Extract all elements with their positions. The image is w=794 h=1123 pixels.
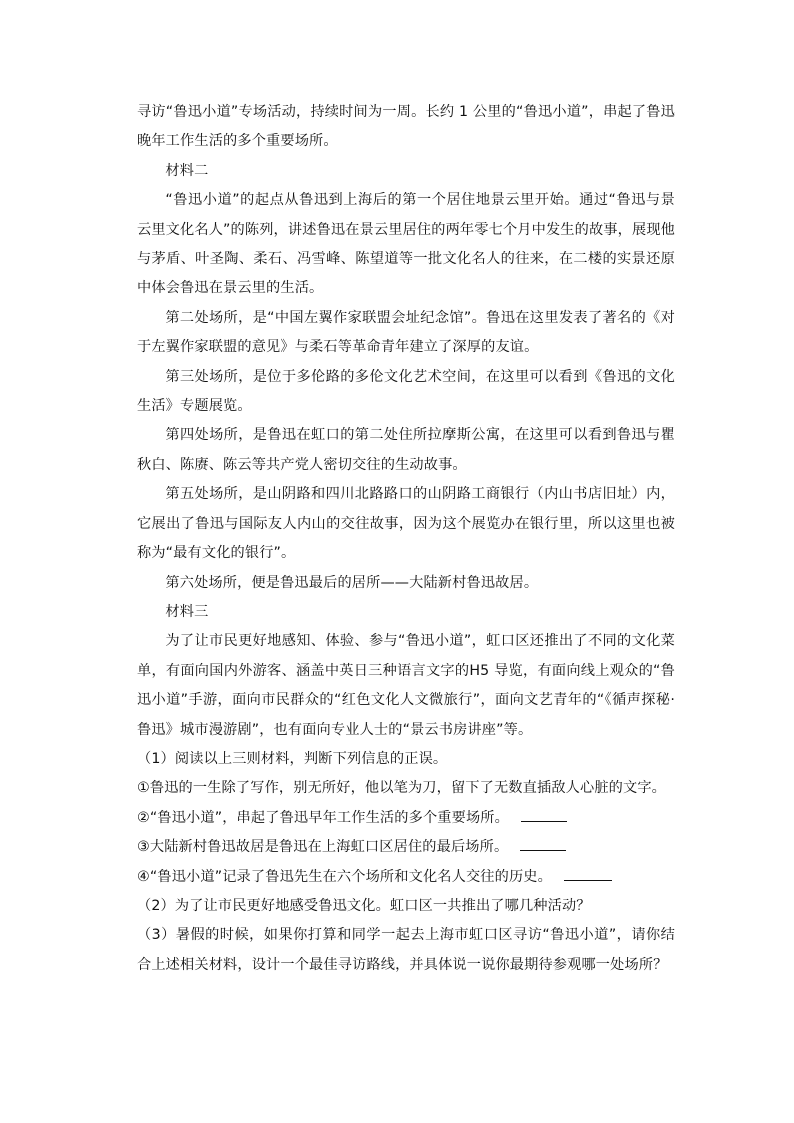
material1-tail: 寻访“鲁迅小道”专场活动，持续时间为一周。长约 1 公里的“鲁迅小道”，串起了鲁迅晚年工作生活的多个重要场所。	[137, 104, 675, 150]
material3-heading: 材料三	[165, 603, 209, 620]
question-1-item-1	[137, 774, 675, 803]
question-1-item-4	[137, 863, 675, 892]
material2-heading: 材料二	[165, 162, 209, 179]
question-2: （2）为了让市民更好地感受鲁迅文化。虹口区一共推出了哪几种活动？	[137, 897, 591, 914]
question-1-item-1-text: ①鲁迅的一生除了写作，别无所好，他以笔为刀，留下了无数直插敌人心脏的文字。	[137, 780, 667, 797]
material2-paragraph-1: “鲁迅小道”的起点从鲁迅到上海后的第一个居住地景云里开始。通过“鲁迅与景云里文化名人”的陈列，讲述鲁迅在景云里居住的两年零七个月中发生的故事，展现他与茅盾、叶圣陶、柔石、冯雪峰、陈望道等一批文化名人的往来，在二楼的实景还原中体会鲁迅在景云里的生活。	[137, 192, 675, 297]
question-1-stem: （1）阅读以上三则材料，判断下列信息的正误。	[137, 750, 448, 767]
question-1-item-3	[137, 833, 675, 862]
question-3: （3）暑假的时候，如果你打算和同学一起去上海市虹口区寻访“鲁迅小道”，请你结合上述相关材料，设计一个最佳寻访路线，并具体说一说你最期待参观哪一处场所？	[137, 927, 675, 973]
material2-paragraph-5: 第五处场所，是山阴路和四川北路路口的山阴路工商银行（内山书店旧址）内，它展出了鲁迅与国际友人内山的交往故事，因为这个展览办在银行里，所以这里也被称为“最有文化的银行”。	[137, 486, 675, 562]
answer-blank-3[interactable]	[520, 849, 566, 851]
question-1-item-2	[137, 804, 675, 833]
question-1-item-2-text: ②“鲁迅小道”，串起了鲁迅早年工作生活的多个重要场所。	[137, 809, 509, 826]
material3-paragraph: 为了让市民更好地感知、体验、参与“鲁迅小道”，虹口区还推出了不同的文化菜单，有面向国内外游客、涵盖中英日三种语言文字的H5 导览，有面向线上观众的“鲁迅小道”手游，面向市民群众的“红色文化人文微旅行”，面向文艺青年的“《循声探秘·鲁迅》城市漫游剧”，也有面向专业人士的“景云书房讲座”等。	[137, 633, 675, 738]
question-1-item-4-text: ④“鲁迅小道”记录了鲁迅先生在六个场所和文化名人交往的历史。	[137, 868, 552, 885]
document-page	[137, 98, 675, 980]
question-1-item-3-text: ③大陆新村鲁迅故居是鲁迅在上海虹口区居住的最后场所。	[137, 839, 509, 856]
material2-paragraph-3: 第三处场所，是位于多伦路的多伦文化艺术空间，在这里可以看到《鲁迅的文化生活》专题展览。	[137, 368, 675, 415]
material2-paragraph-2: 第二处场所，是“中国左翼作家联盟会址纪念馆”。鲁迅在这里发表了著名的《对于左翼作家联盟的意见》与柔石等革命青年建立了深厚的友谊。	[137, 309, 675, 356]
material2-paragraph-4: 第四处场所，是鲁迅在虹口的第二处住所拉摩斯公寓，在这里可以看到鲁迅与瞿秋白、陈赓、陈云等共产党人密切交往的生动故事。	[137, 427, 675, 473]
answer-blank-4[interactable]	[564, 879, 612, 881]
answer-blank-2[interactable]	[521, 820, 567, 822]
material2-paragraph-6: 第六处场所，便是鲁迅最后的居所——大陆新村鲁迅故居。	[165, 574, 539, 591]
